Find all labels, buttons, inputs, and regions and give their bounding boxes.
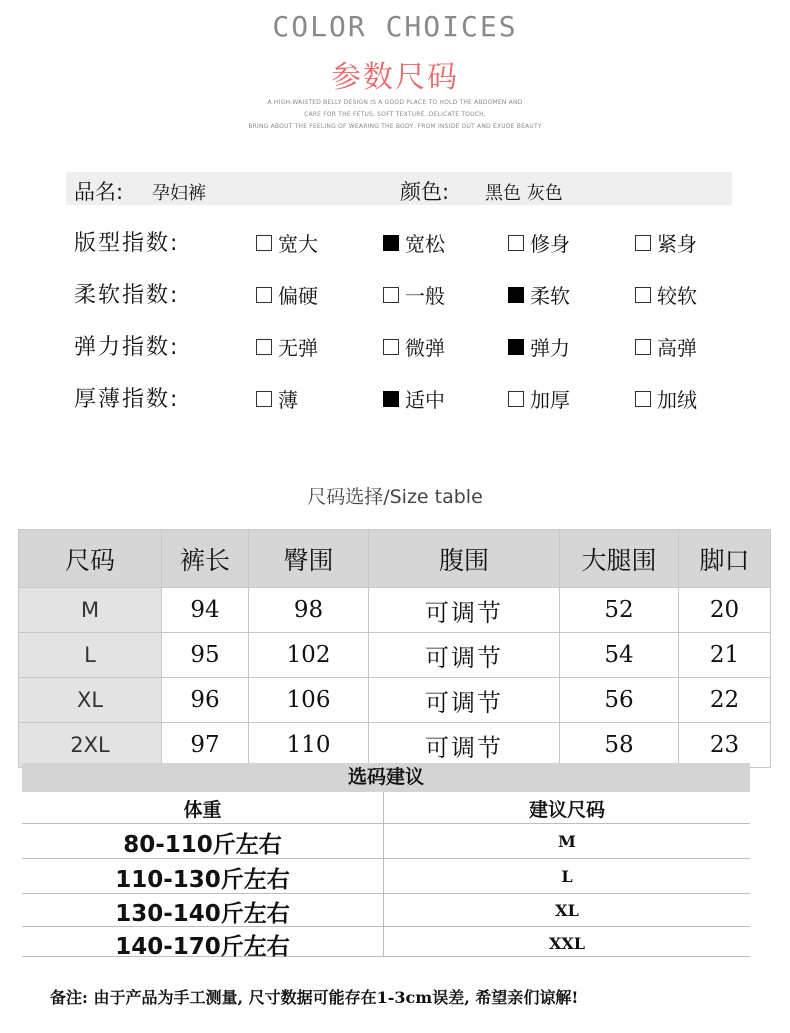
empty-checkbox-icon bbox=[256, 339, 272, 355]
recommend-weight: 130-140斤左右 bbox=[115, 901, 290, 927]
header-cell: 大腿围 bbox=[560, 530, 679, 588]
size-cell: XL bbox=[19, 678, 162, 723]
attribute-option bbox=[256, 332, 318, 361]
tagline-line-2: CARE FOR THE FETUS, SOFT TEXTURE. DELICATE TOUCH, bbox=[304, 111, 486, 118]
table-row bbox=[19, 678, 771, 723]
size-table-header bbox=[19, 530, 771, 588]
table-cell: 95 bbox=[162, 633, 249, 678]
table-row bbox=[19, 723, 771, 768]
empty-checkbox-icon bbox=[635, 287, 651, 303]
empty-checkbox-icon bbox=[635, 339, 651, 355]
option-label: 无弹 bbox=[278, 336, 318, 360]
table-cell: 56 bbox=[560, 678, 679, 723]
table-cell: 可调节 bbox=[369, 723, 560, 768]
checked-checkbox-icon bbox=[508, 339, 524, 355]
size-table bbox=[18, 529, 771, 768]
table-cell: 94 bbox=[162, 588, 249, 633]
header-cell: 尺码 bbox=[19, 530, 162, 588]
size-cell: M bbox=[19, 588, 162, 633]
option-label: 加厚 bbox=[530, 388, 570, 412]
title-en: COLOR CHOICES bbox=[272, 10, 518, 43]
option-label: 薄 bbox=[278, 388, 298, 412]
empty-checkbox-icon bbox=[256, 391, 272, 407]
checked-checkbox-icon bbox=[383, 235, 399, 251]
name-value: 孕妇裤 bbox=[152, 183, 206, 204]
attribute-label: 版型指数: bbox=[74, 231, 180, 256]
table-cell: 102 bbox=[249, 633, 369, 678]
attribute-option bbox=[508, 332, 570, 361]
empty-checkbox-icon bbox=[256, 287, 272, 303]
name-label: 品名: bbox=[74, 180, 124, 204]
empty-checkbox-icon bbox=[508, 235, 524, 251]
table-cell: 52 bbox=[560, 588, 679, 633]
option-label: 高弹 bbox=[657, 336, 697, 360]
table-cell: 22 bbox=[679, 678, 771, 723]
recommend-size: XL bbox=[555, 901, 579, 920]
recommend-size: L bbox=[561, 867, 573, 886]
attribute-option bbox=[635, 280, 697, 309]
header-cell: 腹围 bbox=[369, 530, 560, 588]
recommend-size: XXL bbox=[548, 934, 586, 953]
recommend-weight-header: 体重 bbox=[183, 799, 222, 821]
table-cell: 21 bbox=[679, 633, 771, 678]
recommend-size: M bbox=[558, 832, 576, 851]
attribute-option bbox=[256, 280, 318, 309]
header-cell: 裤长 bbox=[162, 530, 249, 588]
option-label: 微弹 bbox=[405, 336, 445, 360]
attribute-option bbox=[635, 228, 697, 257]
size-table-title: 尺码选择/Size table bbox=[307, 486, 483, 508]
attribute-option bbox=[383, 384, 445, 413]
header-cell: 臀围 bbox=[249, 530, 369, 588]
option-label: 一般 bbox=[405, 284, 445, 308]
color-value: 黑色 灰色 bbox=[485, 183, 563, 204]
attribute-option bbox=[508, 228, 570, 257]
table-row bbox=[19, 588, 771, 633]
table-cell: 97 bbox=[162, 723, 249, 768]
empty-checkbox-icon bbox=[635, 391, 651, 407]
table-cell: 110 bbox=[249, 723, 369, 768]
table-row bbox=[19, 633, 771, 678]
table-cell: 96 bbox=[162, 678, 249, 723]
option-label: 宽大 bbox=[278, 232, 318, 256]
option-label: 适中 bbox=[405, 388, 445, 412]
recommend-size-header: 建议尺码 bbox=[528, 799, 605, 821]
attribute-option bbox=[635, 332, 697, 361]
empty-checkbox-icon bbox=[508, 391, 524, 407]
table-cell: 可调节 bbox=[369, 633, 560, 678]
table-cell: 可调节 bbox=[369, 588, 560, 633]
attribute-label: 弹力指数: bbox=[74, 335, 180, 360]
title-cn: 参数尺码 bbox=[331, 60, 459, 95]
attribute-option bbox=[256, 228, 318, 257]
attribute-option bbox=[635, 384, 697, 413]
size-cell: L bbox=[19, 633, 162, 678]
empty-checkbox-icon bbox=[383, 287, 399, 303]
table-cell: 23 bbox=[679, 723, 771, 768]
attribute-option bbox=[383, 332, 445, 361]
attribute-option bbox=[383, 228, 445, 257]
recommend-title: 选码建议 bbox=[22, 763, 750, 792]
recommend-weight: 140-170斤左右 bbox=[115, 934, 290, 960]
option-label: 宽松 bbox=[405, 232, 445, 256]
table-cell: 可调节 bbox=[369, 678, 560, 723]
option-label: 修身 bbox=[530, 232, 570, 256]
tagline-line-1: A HIGH-WAISTED BELLY DESIGN IS A GOOD PLACE TO HOLD THE ABDOMEN AND bbox=[267, 99, 523, 106]
recommend-weight: 110-130斤左右 bbox=[115, 867, 290, 893]
attribute-label: 柔软指数: bbox=[74, 283, 180, 308]
size-cell: 2XL bbox=[19, 723, 162, 768]
option-label: 较软 bbox=[657, 284, 697, 308]
option-label: 弹力 bbox=[530, 336, 570, 360]
empty-checkbox-icon bbox=[256, 235, 272, 251]
empty-checkbox-icon bbox=[635, 235, 651, 251]
checked-checkbox-icon bbox=[508, 287, 524, 303]
option-label: 偏硬 bbox=[278, 284, 318, 308]
color-label: 颜色: bbox=[400, 180, 450, 204]
footnote: 备注: 由于产品为手工测量, 尺寸数据可能存在1-3cm误差, 希望亲们谅解! bbox=[50, 988, 579, 1007]
attribute-option bbox=[508, 384, 570, 413]
option-label: 紧身 bbox=[657, 232, 697, 256]
tagline-line-3: BRING ABOUT THE FEELING OF WEARING THE BODY, FROM INSIDE OUT AND EXUDE BEAUTY bbox=[248, 123, 542, 130]
table-cell: 98 bbox=[249, 588, 369, 633]
attribute-option bbox=[508, 280, 570, 309]
recommend-weight: 80-110斤左右 bbox=[123, 832, 282, 858]
row-divider bbox=[22, 823, 750, 824]
attribute-label: 厚薄指数: bbox=[74, 387, 180, 412]
table-cell: 54 bbox=[560, 633, 679, 678]
table-cell: 106 bbox=[249, 678, 369, 723]
table-cell: 58 bbox=[560, 723, 679, 768]
checked-checkbox-icon bbox=[383, 391, 399, 407]
empty-checkbox-icon bbox=[383, 339, 399, 355]
table-cell: 20 bbox=[679, 588, 771, 633]
option-label: 柔软 bbox=[530, 284, 570, 308]
attribute-option bbox=[256, 384, 298, 413]
option-label: 加绒 bbox=[657, 388, 697, 412]
header-cell: 脚口 bbox=[679, 530, 771, 588]
attribute-option bbox=[383, 280, 445, 309]
